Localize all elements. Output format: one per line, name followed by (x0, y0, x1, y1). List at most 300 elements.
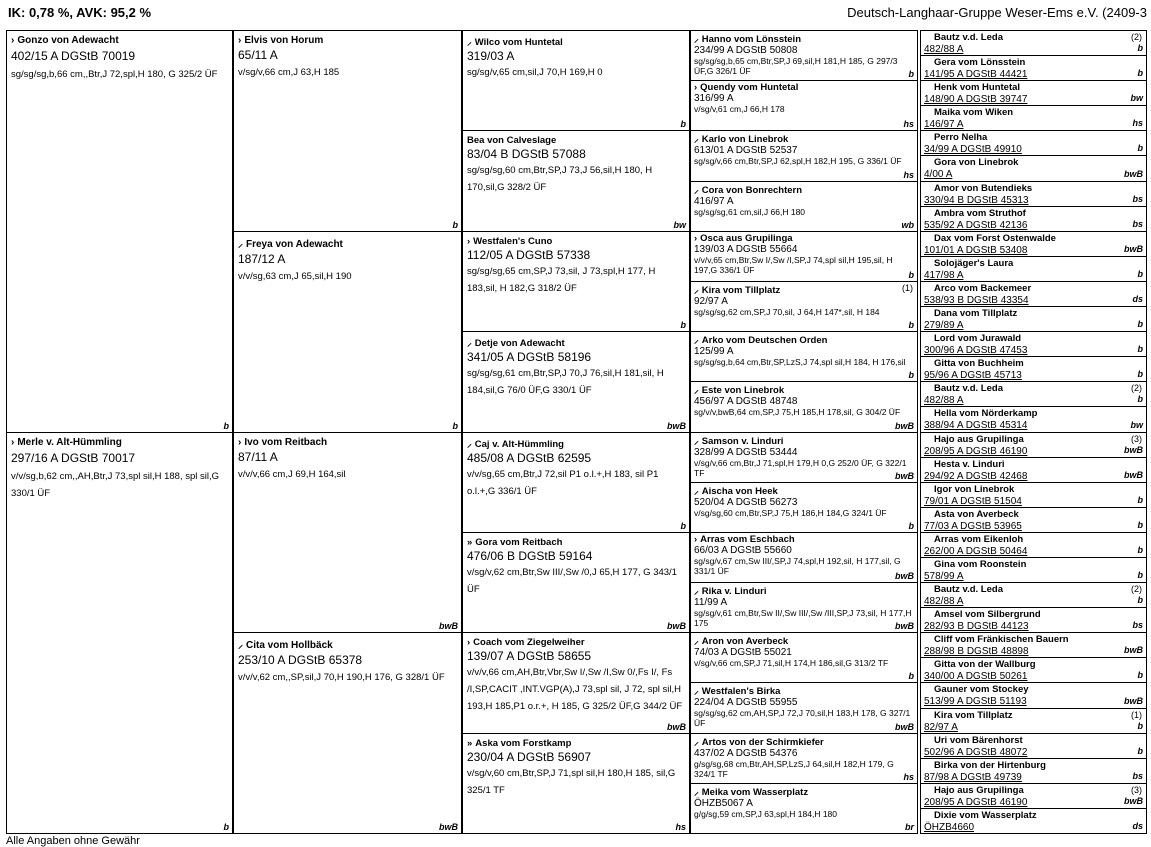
dog-name (694, 333, 914, 346)
color-code: bwB (895, 470, 914, 481)
dog-name (694, 534, 914, 545)
color-code: bwB (1124, 645, 1143, 656)
dog-name (924, 358, 1143, 370)
dog-name-text: Artos von der Schirmkiefer (701, 736, 824, 748)
performance-details: v/v/sg,63 cm,J 65,sil,H 190 (238, 270, 352, 282)
color-code: b (1137, 745, 1143, 756)
dog-name (924, 57, 1143, 69)
color-code: bwB (1124, 168, 1143, 179)
pedigree-entry-gen5 (920, 482, 1147, 508)
color-code: b (1137, 43, 1143, 54)
registration-number: 87/98 A DGStB 49739 (924, 771, 1022, 783)
dog-name (467, 236, 685, 247)
registration-number: 297/16 A DGStB 70017 (11, 450, 136, 465)
dog-name (924, 208, 1143, 220)
disclaimer: Alle Angaben ohne Gewähr (6, 835, 140, 847)
dog-name-text: Arras vom Eschbach (700, 533, 795, 545)
pedigree-entry-gen4 (690, 30, 918, 81)
pedigree-entry-gen5 (920, 758, 1147, 784)
color-code: b (1137, 670, 1143, 681)
pedigree-entry-gen5 (920, 306, 1147, 332)
color-code: hs (903, 771, 914, 782)
occurrence-count: (3) (1131, 784, 1142, 795)
pedigree-entry-gen3 (462, 130, 690, 231)
dog-name-text: Dixie vom Wasserplatz (934, 809, 1037, 821)
pedigree-entry-gen5 (920, 532, 1147, 558)
performance-details: v/sg/v,66 cm,Btr,J 71,spl,H 179,H 0,G 252/0 ÜF, G 322/1 TF (694, 457, 907, 478)
performance-details: sg/sg/v,61 cm,Btr,Sw II/,Sw III/,Sw /III,SP,J 73,sil, H 177,H 175 (694, 608, 912, 629)
color-code: bwB (1124, 469, 1143, 480)
dog-name-text: Cora von Bonrechtern (701, 184, 803, 196)
color-code: bwB (1124, 695, 1143, 706)
female-symbol-icon: ⸝ (238, 238, 243, 250)
color-code: b (1137, 394, 1143, 405)
dog-name (238, 637, 457, 651)
pedigree-entry-gen5 (920, 607, 1147, 633)
occurrence-count: (1) (902, 282, 913, 293)
color-code: bwB (895, 721, 914, 732)
performance-details: sg/sg/v,66 cm,Btr,SP,J 62,spl,H 182,H 195, G 336/1 ÜF (694, 156, 902, 167)
dog-name-text: Samson v. Linduri (701, 435, 784, 447)
color-code: ds (1132, 821, 1143, 831)
color-code: bs (1132, 218, 1143, 229)
pedigree-entry-gen2 (233, 432, 462, 634)
pedigree-entry-gen4 (690, 432, 918, 483)
female-symbol-icon: ⸝ (694, 736, 699, 748)
color-code: b (452, 420, 458, 431)
pedigree-entry-gen4 (690, 632, 918, 683)
pedigree-entry-gen5 (920, 733, 1147, 759)
registration-number: 139/07 A DGStB 58655 (467, 649, 592, 664)
dog-name (694, 584, 914, 597)
registration-number: 482/88 A (924, 44, 964, 55)
occurrence-count: (2) (1131, 584, 1142, 595)
dog-name-text: Hesta v. Linduri (934, 458, 1005, 470)
performance-details: sg/sg/sg,65 cm,SP,J 73,sil, J 73,spl,H 177, H 183,sil, H 182,G 318/2 ÜF (467, 265, 656, 294)
color-code: bw (673, 219, 686, 230)
dog-name-text: Westfalen's Birka (701, 686, 781, 698)
female-symbol-icon: ⸝ (694, 385, 699, 397)
dog-name-text: Amor von Butendieks (934, 182, 1033, 194)
dog-name-text: Cita vom Hollbäck (246, 640, 333, 652)
dog-name-text: Gora von Linebrok (934, 157, 1019, 169)
color-code: bs (1132, 193, 1143, 204)
color-code: b (1137, 344, 1143, 355)
performance-details: g/g/sg,59 cm,SP,J 63,spl,H 184,H 180 (694, 808, 838, 819)
dog-name (924, 308, 1143, 320)
male-symbol-icon: › (238, 35, 242, 46)
dog-name-text: Gitta von der Wallburg (934, 659, 1036, 671)
dog-name-text: Ivo vom Reitbach (244, 436, 328, 448)
dog-name (467, 637, 685, 648)
color-code: bs (1132, 620, 1143, 631)
dog-name (694, 233, 914, 244)
pedigree-entry-gen5 (920, 281, 1147, 307)
male-symbol-icon: › (467, 235, 471, 247)
color-code: b (1137, 268, 1143, 279)
female-symbol-icon: ⸝ (467, 338, 472, 350)
registration-number: 476/06 B DGStB 59164 (467, 548, 593, 563)
pedigree-entry-gen5 (920, 708, 1147, 734)
dog-name (694, 383, 914, 396)
dog-name-text: Dana vom Tillplatz (934, 308, 1018, 320)
pedigree-entry-gen5 (920, 682, 1147, 708)
performance-details: sg/sg/sg,60 cm,Btr,SP,J 73,J 56,sil,H 180, H 170,sil,G 328/2 ÜF (467, 165, 653, 194)
color-code: bwB (895, 420, 914, 431)
female-symbol-icon: ⸝ (694, 786, 699, 798)
dog-name (924, 684, 1143, 696)
dog-name (694, 785, 914, 798)
dog-name-text: Arko vom Deutschen Orden (701, 335, 828, 347)
pedigree-entry-gen5 (920, 406, 1147, 432)
color-code: b (908, 269, 914, 280)
dog-name-text: Bautz v.d. Leda (934, 32, 1003, 43)
pedigree-entry-gen5 (920, 582, 1147, 608)
male-symbol-icon: › (694, 82, 698, 94)
dog-name (924, 132, 1143, 144)
color-code: b (908, 671, 914, 682)
pedigree-entry-gen3 (462, 432, 690, 533)
performance-details: g/sg/sg,68 cm,Btr,AH,SP,LzS,J 64,sil,H 182,H 179, G 324/1 TF (694, 758, 894, 779)
registration-number: 282/93 B DGStB 44123 (924, 621, 1029, 633)
color-code: bwB (667, 621, 686, 632)
dog-name-text: Hella vom Nörderkamp (934, 408, 1038, 420)
registration-number: 65/11 A (238, 48, 278, 62)
dog-name-text: Kira vom Tillplatz (701, 284, 781, 296)
color-code: b (1137, 143, 1143, 154)
dog-name (924, 233, 1143, 245)
registration-number: 316/99 A (694, 93, 734, 105)
registration-number: ÖHZB4660 (924, 821, 975, 833)
pedigree-entry-gen5 (920, 231, 1147, 257)
color-code: hs (903, 119, 914, 130)
registration-number: 74/03 A DGStB 55021 (694, 647, 792, 659)
registration-number: 482/88 A (924, 395, 964, 407)
registration-number: 83/04 B DGStB 57088 (467, 147, 586, 162)
female-symbol-icon: » (467, 536, 473, 548)
dog-name-text: Perro Nelha (934, 132, 988, 144)
registration-number: 230/04 A DGStB 56907 (467, 749, 592, 764)
dog-name-text: Karlo von Linebrok (701, 134, 789, 146)
pedigree-entry-gen4 (690, 130, 918, 181)
color-code: b (223, 822, 229, 832)
female-symbol-icon: ⸝ (694, 686, 699, 698)
registration-number: 82/97 A (924, 721, 958, 733)
pedigree-entry-gen5 (920, 55, 1147, 81)
registration-number: 146/97 A (924, 119, 964, 131)
dog-name (238, 35, 457, 46)
dog-name (467, 35, 685, 48)
dog-name (467, 135, 685, 146)
registration-number: 253/10 A DGStB 65378 (238, 653, 363, 668)
color-code: b (452, 219, 458, 230)
color-code: b (1137, 369, 1143, 380)
color-code: bwB (667, 721, 686, 732)
dog-name-text: Aska vom Forstkamp (475, 737, 572, 749)
registration-number: 148/90 A DGStB 39747 (924, 94, 1028, 106)
dog-name-text: Freya von Adewacht (246, 238, 343, 250)
registration-number: 288/98 B DGStB 48898 (924, 646, 1029, 658)
club-name: Deutsch-Langhaar-Gruppe Weser-Ems e.V. (2409-3 (847, 5, 1147, 20)
dog-name (924, 258, 1143, 270)
female-symbol-icon: ⸝ (694, 586, 699, 598)
color-code: b (908, 370, 914, 381)
male-symbol-icon: › (11, 35, 15, 46)
pedigree-entry-gen4 (690, 381, 918, 432)
dog-name (467, 336, 685, 349)
registration-number: 416/97 A (694, 195, 734, 207)
color-code: wb (901, 219, 914, 230)
dog-name-text: Osca aus Grupilinga (700, 232, 793, 244)
registration-number: 513/99 A DGStB 51193 (924, 696, 1027, 708)
color-code: b (908, 520, 914, 531)
color-code: b (908, 320, 914, 331)
male-symbol-icon: › (694, 232, 698, 244)
pedigree-entry-gen4 (690, 783, 918, 834)
pedigree-entry-gen4 (690, 80, 918, 131)
occurrence-count: (2) (1131, 32, 1142, 42)
dog-name-text: Arras vom Eikenloh (934, 533, 1024, 545)
performance-details: sg/sg/v,65 cm,sil,J 70,H 169,H 0 (467, 67, 603, 78)
dog-name (467, 738, 685, 749)
pedigree-entry-gen1 (6, 30, 233, 433)
registration-number: 262/00 A DGStB 50464 (924, 545, 1028, 557)
female-symbol-icon: ⸝ (694, 485, 699, 497)
dog-name (924, 634, 1143, 646)
dog-name (924, 760, 1143, 772)
dog-name (694, 684, 914, 697)
pedigree-entry-gen2 (233, 30, 462, 232)
dog-name-text: Gera vom Lönsstein (934, 57, 1026, 69)
registration-number: 535/92 A DGStB 42136 (924, 219, 1028, 231)
dog-name (924, 183, 1143, 195)
dog-name (924, 534, 1143, 546)
dog-name-text: Bautz v.d. Leda (934, 584, 1003, 596)
color-code: b (1137, 720, 1143, 731)
dog-name-text: Gauner vom Stockey (934, 684, 1029, 696)
performance-details: sg/sg/sg,b,65 cm,Btr,SP,J 69,sil,H 181,H 185, G 297/3 ÜF,G 326/1 ÜF (694, 56, 898, 76)
registration-number: 437/02 A DGStB 54376 (694, 747, 798, 759)
registration-number: 388/94 A DGStB 45314 (924, 420, 1028, 432)
registration-number: 502/96 A DGStB 48072 (924, 746, 1028, 758)
performance-details: sg/sg/sg,62 cm,AH,SP,J 72,J 70,sil,H 183,H 178, G 327/1 ÜF (694, 708, 911, 729)
pedigree-entry-gen4 (690, 331, 918, 382)
dog-name (924, 710, 1143, 722)
pedigree-entry-gen5 (920, 155, 1147, 181)
color-code: bwB (667, 420, 686, 431)
female-symbol-icon: ⸝ (694, 134, 699, 146)
pedigree-entry-gen3 (462, 532, 690, 633)
male-symbol-icon: › (467, 637, 471, 649)
dog-name-text: Cliff vom Fränkischen Bauern (934, 634, 1069, 646)
dog-name (924, 157, 1143, 169)
dog-name (924, 82, 1143, 94)
pedigree-entry-gen4 (690, 482, 918, 533)
registration-number: 279/89 A (924, 320, 964, 332)
registration-number: 4/00 A (924, 169, 953, 181)
pedigree-entry-gen5 (920, 181, 1147, 207)
dog-name-text: Este von Linebrok (701, 385, 785, 397)
female-symbol-icon: ⸝ (694, 34, 699, 45)
female-symbol-icon: ⸝ (694, 335, 699, 347)
dog-name (924, 32, 1143, 44)
male-symbol-icon: › (11, 436, 15, 448)
pedigree-entry-gen5 (920, 206, 1147, 232)
color-code: b (1137, 570, 1143, 581)
color-code: bwB (439, 822, 458, 832)
color-code: hs (1132, 118, 1143, 129)
registration-number: 417/98 A (924, 269, 964, 281)
registration-number: 95/96 A DGStB 45713 (924, 370, 1022, 382)
dog-name (694, 183, 914, 196)
pedigree-entry-gen5 (920, 457, 1147, 483)
registration-number: 139/03 A DGStB 55664 (694, 243, 798, 255)
female-symbol-icon: ⸝ (694, 284, 699, 296)
color-code: hs (675, 822, 686, 832)
dog-name-text: Coach vom Ziegelweiher (473, 637, 585, 649)
dog-name (694, 82, 914, 93)
performance-details: v/v/v,62 cm,,SP,sil,J 70,H 190,H 176, G 328/1 ÜF (238, 672, 445, 684)
registration-number: 11/99 A (694, 597, 728, 609)
female-symbol-icon: » (467, 737, 473, 749)
registration-number: 538/93 B DGStB 43354 (924, 294, 1029, 306)
registration-number: 578/99 A (924, 570, 964, 582)
pedigree-entry-gen5 (920, 30, 1147, 56)
registration-number: 234/99 A DGStB 50808 (694, 45, 798, 56)
performance-details: v/v/v,66 cm,AH,Btr,Vbr,Sw I/,Sw /I,Sw 0/,Fs I/, Fs /I,SP,CACIT ,INT.VGP(A),J 73,spl sil, J 72, spl sil,H 193,H 185,P1 o.r.+, H 185, G 325/2 ÜF,G 344/2 ÜF (467, 667, 683, 713)
registration-number: 328/99 A DGStB 53444 (694, 446, 798, 458)
inbreeding-coefficient: IK: 0,78 %, AVK: 95,2 % (8, 5, 152, 20)
dog-name (924, 107, 1143, 119)
dog-name (924, 459, 1143, 471)
pedigree-entry-gen4 (690, 281, 918, 332)
performance-details: sg/sg/sg,61 cm,Btr,SP,J 70,J 76,sil,H 181,sil, H 184,sil,G 76/0 ÜF,G 330/1 ÜF (467, 368, 664, 397)
pedigree-entry-gen5 (920, 432, 1147, 458)
dog-name (694, 735, 914, 748)
pedigree-entry-gen1 (6, 432, 233, 835)
performance-details: sg/sg/sg,b,64 cm,Btr,SP,LzS,J 74,spl sil,H 184, H 176,sil (694, 357, 906, 368)
pedigree-entry-gen3 (462, 331, 690, 432)
dog-name (11, 437, 228, 448)
color-code: bwB (1124, 795, 1143, 806)
color-code: bwB (895, 621, 914, 632)
dog-name-text: Birka von der Hirtenburg (934, 759, 1046, 771)
dog-name-text: Bautz v.d. Leda (934, 383, 1003, 395)
color-code: b (908, 69, 914, 80)
color-code: b (1137, 595, 1143, 606)
registration-number: 77/03 A DGStB 53965 (924, 520, 1022, 532)
pedigree-entry-gen5 (920, 80, 1147, 106)
dog-name-text: Arco vom Backemeer (934, 282, 1032, 294)
pedigree-entry-gen5 (920, 105, 1147, 131)
dog-name-text: Gina vom Roonstein (934, 558, 1027, 570)
dog-name (694, 32, 914, 45)
female-symbol-icon: ⸝ (467, 438, 472, 450)
registration-number: 520/04 A DGStB 56273 (694, 496, 798, 508)
registration-number: 187/12 A (238, 251, 286, 266)
registration-number: 208/95 A DGStB 46190 (924, 445, 1028, 457)
color-code: ds (1132, 294, 1143, 305)
performance-details: v/v/sg,b,62 cm,,AH,Btr,J 73,spl sil,H 188, spl sil,G 330/1 ÜF (11, 470, 220, 499)
dog-name (924, 659, 1143, 671)
dog-name-text: Asta von Averbeck (934, 508, 1019, 520)
dog-name (924, 509, 1143, 521)
male-symbol-icon: › (238, 436, 242, 448)
pedigree-entry-gen5 (920, 808, 1147, 834)
performance-details: v/sg/v,61 cm,J 66,H 178 (694, 104, 785, 115)
female-symbol-icon: ⸝ (467, 37, 472, 48)
registration-number: 79/01 A DGStB 51504 (924, 495, 1022, 507)
female-symbol-icon: ⸝ (694, 435, 699, 447)
dog-name-text: Igor von Linebrok (934, 483, 1015, 495)
registration-number: 482/88 A (924, 596, 964, 608)
dog-name (694, 484, 914, 497)
dog-name-text: Hajo aus Grupilinga (934, 433, 1024, 445)
dog-name (11, 35, 228, 46)
dog-name (924, 735, 1143, 747)
registration-number: 456/97 A DGStB 48748 (694, 396, 798, 408)
registration-number: 87/11 A (238, 449, 278, 464)
dog-name-text: Aischa von Heek (701, 485, 778, 497)
pedigree-entry-gen3 (462, 231, 690, 332)
dog-name-text: Maika vom Wiken (934, 107, 1014, 119)
dog-name-text: Detje von Adewacht (474, 338, 565, 350)
registration-number: 34/99 A DGStB 49910 (924, 144, 1022, 156)
pedigree-entry-gen5 (920, 657, 1147, 683)
registration-number: 125/99 A (694, 346, 734, 358)
dog-name (238, 437, 457, 448)
performance-details: v/sg/v,66 cm,SP,J 71,sil,H 174,H 186,sil,G 313/2 TF (694, 658, 889, 669)
dog-name (238, 236, 457, 250)
dog-name-text: Bea von Calveslage (467, 135, 557, 147)
performance-details: v/sg/v,62 cm,Btr,Sw III/,Sw /0,J 65,H 177, G 343/1 ÜF (467, 566, 677, 595)
pedigree-entry-gen5 (920, 381, 1147, 407)
performance-details: sg/sg/sg,62 cm,SP,J 70,sil, J 64,H 147*,sil, H 184 (694, 306, 880, 317)
registration-number: 208/95 A DGStB 46190 (924, 796, 1028, 808)
pedigree-entry-gen5 (920, 507, 1147, 533)
dog-name-text: Hanno vom Lönsstein (701, 34, 801, 45)
dog-name-text: Kira vom Tillplatz (934, 709, 1013, 721)
color-code: bw (1130, 93, 1143, 104)
female-symbol-icon: ⸝ (238, 640, 243, 652)
dog-name (924, 333, 1143, 345)
dog-name-text: Merle v. Alt-Hümmling (17, 436, 122, 448)
pedigree-entry-gen5 (920, 130, 1147, 156)
dog-name (924, 609, 1143, 621)
dog-name-text: Meika vom Wasserplatz (701, 786, 809, 798)
dog-name (467, 437, 685, 450)
performance-details: v/v/sg,65 cm,Btr,J 72,sil P1 o.l.+,H 183, sil P1 o.l.+,G 336/1 ÜF (467, 468, 659, 497)
pedigree-entry-gen5 (920, 331, 1147, 357)
dog-name (924, 810, 1143, 822)
color-code: bwB (1124, 243, 1143, 254)
dog-name (467, 537, 685, 548)
performance-details: v/sg/v,60 cm,Btr,SP,J 71,spl sil,H 180,H 185, sil,G 325/1 TF (467, 767, 676, 796)
performance-details: v/v/v,65 cm,Btr,Sw I/,Sw /I,SP,J 74,spl sil,H 195,sil, H 197,G 336/1 ÜF (694, 254, 893, 275)
dog-name-text: Lord vom Jurawald (934, 333, 1022, 345)
male-symbol-icon: › (694, 533, 698, 545)
color-code: b (680, 320, 686, 331)
dog-name-text: Gonzo von Adewacht (17, 35, 119, 46)
occurrence-count: (3) (1131, 433, 1142, 444)
color-code: hs (903, 169, 914, 180)
pedigree-entry-gen4 (690, 682, 918, 733)
occurrence-count: (2) (1131, 383, 1142, 394)
dog-name-text: Wilco vom Huntetal (474, 37, 563, 48)
pedigree-entry-gen5 (920, 356, 1147, 382)
dog-name-text: Aron von Averbeck (701, 636, 789, 648)
color-code: bwB (439, 621, 458, 632)
